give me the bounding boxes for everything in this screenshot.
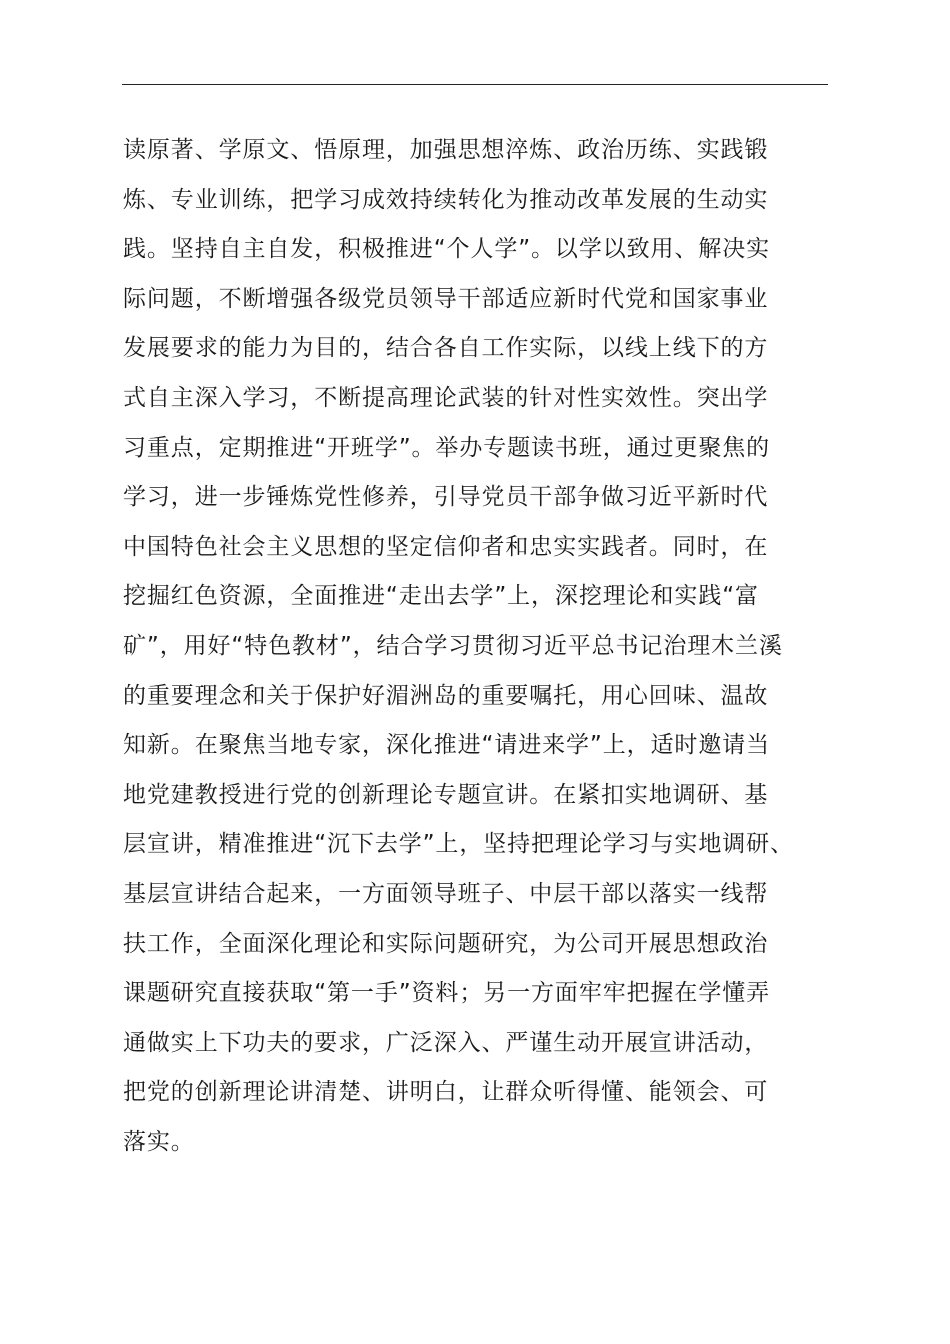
header-rule [122,84,828,85]
text-line: 践。坚持自主自发，积极推进“个人学”。以学以致用、解决实 [123,236,771,263]
text-line: 课题研究直接获取“第一手”资料；另一方面牢牢把握在学懂弄 [123,980,771,1007]
text-line: 矿”，用好“特色教材”，结合学习贯彻习近平总书记治理木兰溪 [123,632,783,659]
text-line: 通做实上下功夫的要求，广泛深入、严谨生动开展宣讲活动， [123,1029,769,1056]
text-line: 炼、专业训练，把学习成效持续转化为推动改革发展的生动实 [123,186,769,213]
text-line: 层宣讲，精准推进“沉下去学”上，坚持把理论学习与实地调研、 [123,831,794,858]
text-line: 际问题，不断增强各级党员领导干部适应新时代党和国家事业 [123,285,769,312]
text-line: 读原著、学原文、悟原理，加强思想淬炼、政治历练、实践锻 [123,137,769,163]
text-line: 落实。 [123,1128,195,1155]
text-line: 基层宣讲结合起来，一方面领导班子、中层干部以落实一线帮 [123,880,769,907]
text-line: 式自主深入学习，不断提高理论武装的针对性实效性。突出学 [123,384,769,411]
text-line: 知新。在聚焦当地专家，深化推进“请进来学”上，适时邀请当 [123,732,771,759]
body-paragraph [123,126,843,1167]
text-line: 学习，进一步锤炼党性修养，引导党员干部争做习近平新时代 [123,484,769,511]
text-line: 习重点，定期推进“开班学”。举办专题读书班，通过更聚焦的 [123,434,771,461]
text-line: 把党的创新理论讲清楚、讲明白，让群众听得懂、能领会、可 [123,1079,769,1106]
text-line: 挖掘红色资源，全面推进“走出去学”上，深挖理论和实践“富 [123,583,759,610]
text-line: 的重要理念和关于保护好湄洲岛的重要嘱托，用心回味、温故 [123,682,769,709]
text-line: 中国特色社会主义思想的坚定信仰者和忠实实践者。同时，在 [123,533,769,560]
text-line: 发展要求的能力为目的，结合各自工作实际，以线上线下的方 [123,335,769,362]
text-line: 地党建教授进行党的创新理论专题宣讲。在紧扣实地调研、基 [123,781,769,808]
text-line: 扶工作，全面深化理论和实际问题研究，为公司开展思想政治 [123,930,769,957]
